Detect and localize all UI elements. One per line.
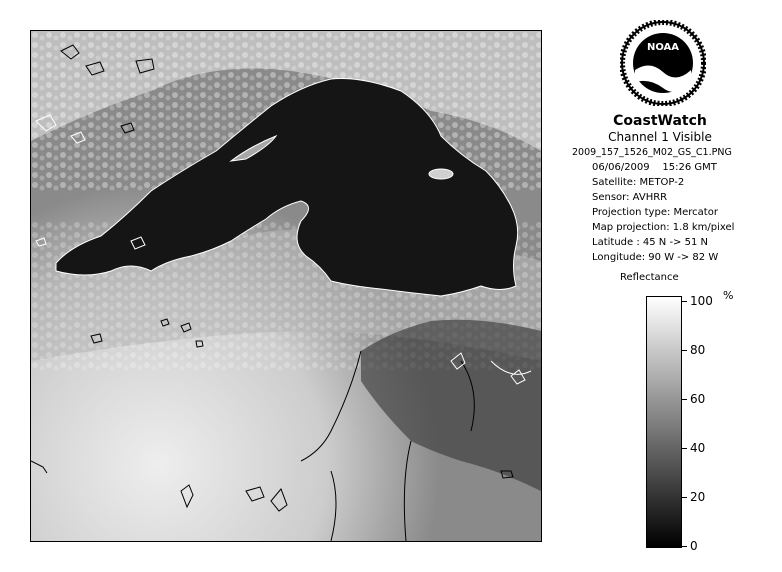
colorbar-label: Reflectance <box>620 272 679 283</box>
colorbar-tick <box>682 301 687 302</box>
satellite-map <box>30 30 542 542</box>
datetime-label <box>592 162 717 174</box>
colorbar-tick <box>682 546 687 547</box>
logo-text: NOAA <box>646 42 680 53</box>
noaa-logo-icon <box>620 20 706 106</box>
date-value: 06/06/2009 <box>592 162 650 173</box>
sensor-label: Sensor: AVHRR <box>592 192 668 203</box>
map-projection-label: Map projection: 1.8 km/pixel <box>592 222 735 233</box>
satellite-label: Satellite: METOP-2 <box>592 177 685 188</box>
longitude-label: Longitude: 90 W -> 82 W <box>592 252 719 263</box>
page-title: CoastWatch <box>613 113 707 129</box>
reflectance-colorbar <box>646 296 682 548</box>
colorbar-unit: % <box>723 289 734 302</box>
colorbar-tick <box>682 497 687 498</box>
colorbar-tick-label: 20 <box>690 490 706 504</box>
filename-label: 2009_157_1526_M02_GS_C1.PNG <box>572 147 732 158</box>
colorbar-tick <box>682 350 687 351</box>
colorbar-tick-label: 40 <box>690 441 706 455</box>
colorbar-tick-label: 100 <box>690 294 713 308</box>
colorbar-tick-label: 0 <box>690 539 698 553</box>
time-value: 15:26 GMT <box>662 162 717 173</box>
channel-label: Channel 1 Visible <box>608 130 712 144</box>
colorbar-tick-label: 60 <box>690 392 706 406</box>
latitude-label: Latitude : 45 N -> 51 N <box>592 237 708 248</box>
satellite-image <box>31 31 541 541</box>
colorbar-tick <box>682 448 687 449</box>
projection-type-label: Projection type: Mercator <box>592 207 718 218</box>
colorbar-tick <box>682 399 687 400</box>
colorbar-tick-label: 80 <box>690 343 706 357</box>
